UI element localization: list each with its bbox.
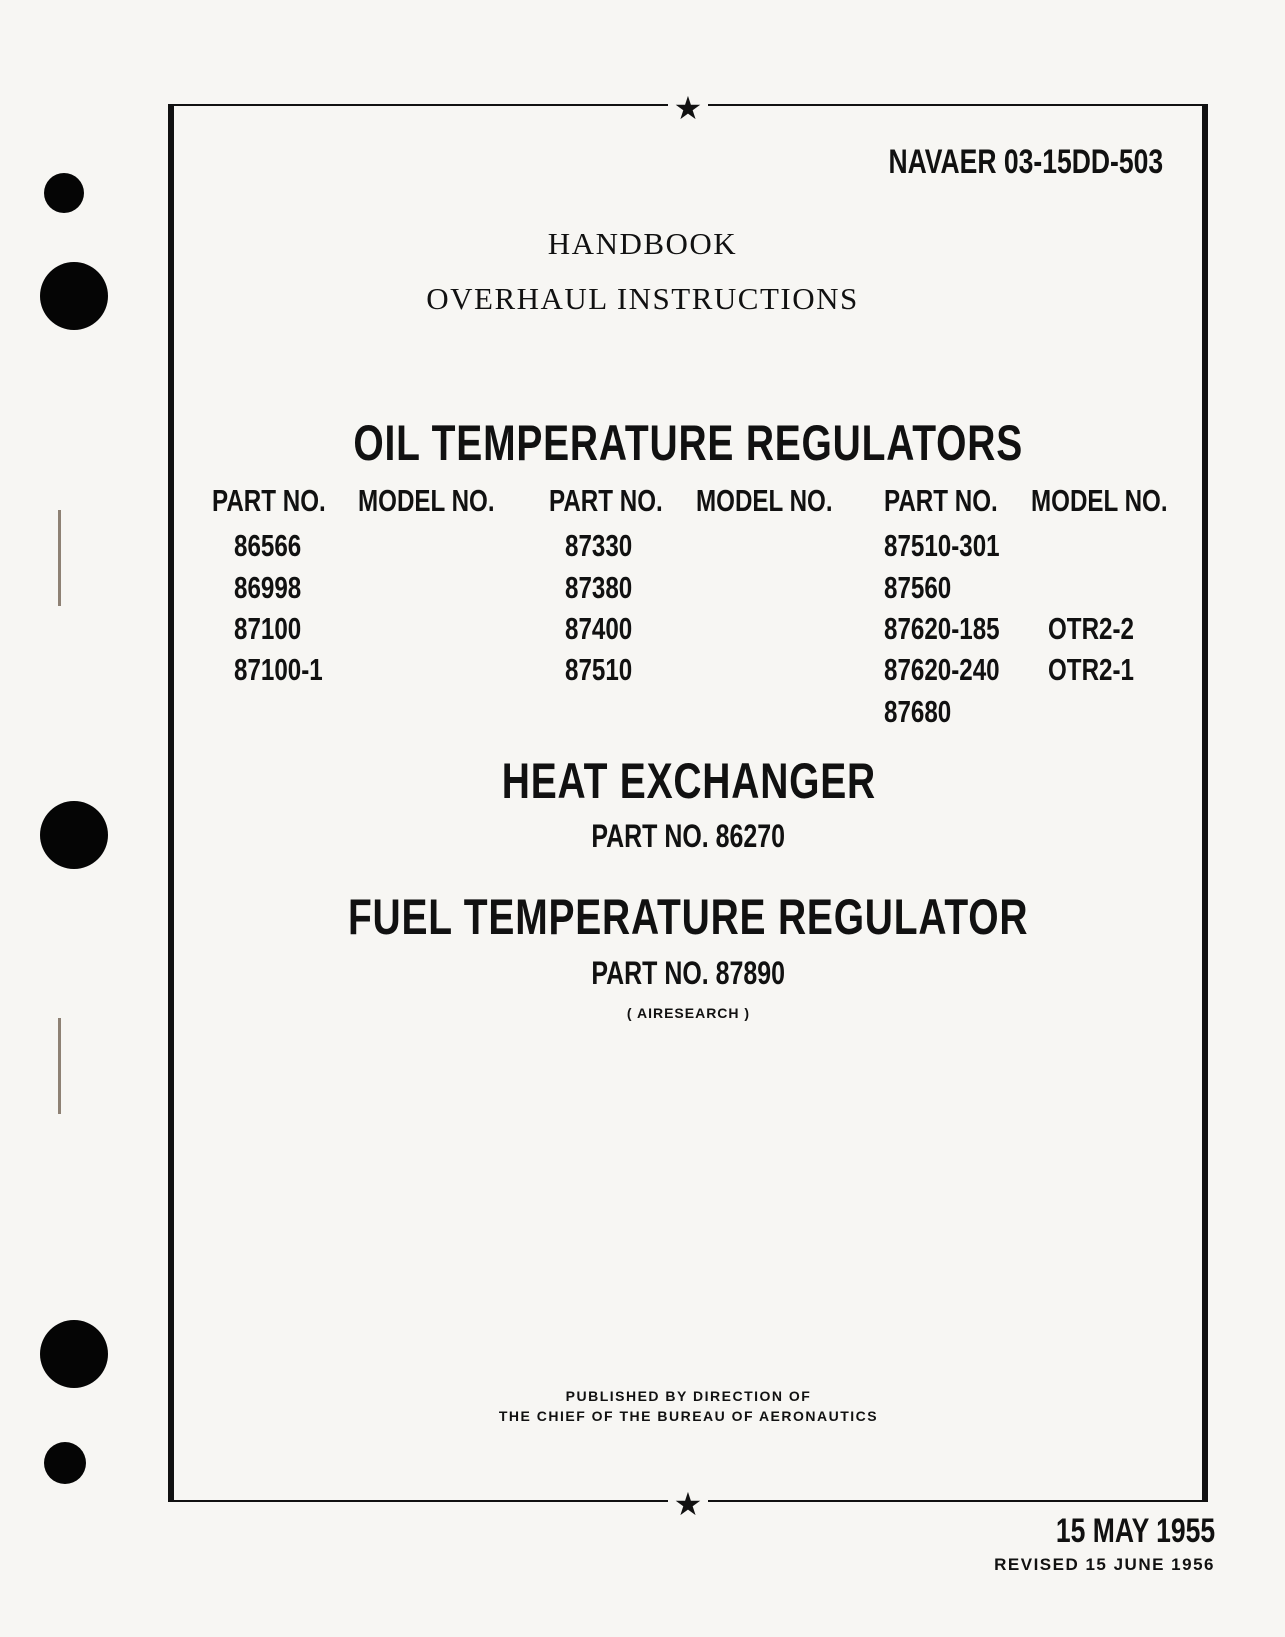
binder-hole [44, 173, 84, 213]
part-number: 87510 [565, 652, 633, 687]
part-number: 87560 [884, 570, 952, 605]
part-no-header: PART NO. [549, 483, 663, 518]
star-icon: ★ [668, 1488, 708, 1520]
part-number: 87380 [565, 570, 633, 605]
part-no-header: PART NO. [212, 483, 326, 518]
part-number: 87100-1 [234, 652, 323, 687]
manufacturer: ( AIRESEARCH ) [626, 1005, 751, 1021]
part-number: 87400 [565, 611, 633, 646]
heat-exchanger-part: PART NO. 86270 [591, 818, 786, 854]
heat-exchanger-title: HEAT EXCHANGER [501, 753, 876, 809]
subtitle: OVERHAUL INSTRUCTIONS [426, 281, 859, 316]
part-no-header: PART NO. [884, 483, 998, 518]
part-number: 87620-240 [884, 652, 1000, 687]
part-number: 87330 [565, 528, 633, 563]
publisher-line-2: THE CHIEF OF THE BUREAU OF AERONAUTICS [498, 1408, 879, 1424]
fuel-regulator-title: FUEL TEMPERATURE REGULATOR [348, 889, 1029, 945]
part-number: 86998 [234, 570, 302, 605]
oil-section-title: OIL TEMPERATURE REGULATORS [353, 415, 1024, 471]
publisher-line-1: PUBLISHED BY DIRECTION OF [565, 1388, 812, 1404]
fuel-regulator-part: PART NO. 87890 [591, 955, 786, 991]
staple-mark [58, 1018, 61, 1114]
document-number: NAVAER 03-15DD-503 [888, 143, 1163, 181]
model-no-header: MODEL NO. [1031, 483, 1168, 518]
revised-date: REVISED 15 JUNE 1956 [994, 1555, 1215, 1574]
part-number: 87620-185 [884, 611, 1000, 646]
binder-hole [40, 1320, 108, 1388]
model-number: OTR2-2 [1048, 611, 1134, 646]
model-no-header: MODEL NO. [696, 483, 833, 518]
part-number: 87100 [234, 611, 302, 646]
binder-hole [44, 1442, 86, 1484]
staple-mark [58, 510, 61, 606]
part-number: 87510-301 [884, 528, 1000, 563]
part-number: 87680 [884, 694, 952, 729]
handbook-label: HANDBOOK [547, 226, 738, 261]
model-number: OTR2-1 [1048, 652, 1134, 687]
model-no-header: MODEL NO. [358, 483, 495, 518]
star-icon: ★ [668, 92, 708, 124]
issue-date: 15 MAY 1955 [1055, 1512, 1215, 1550]
part-number: 86566 [234, 528, 302, 563]
